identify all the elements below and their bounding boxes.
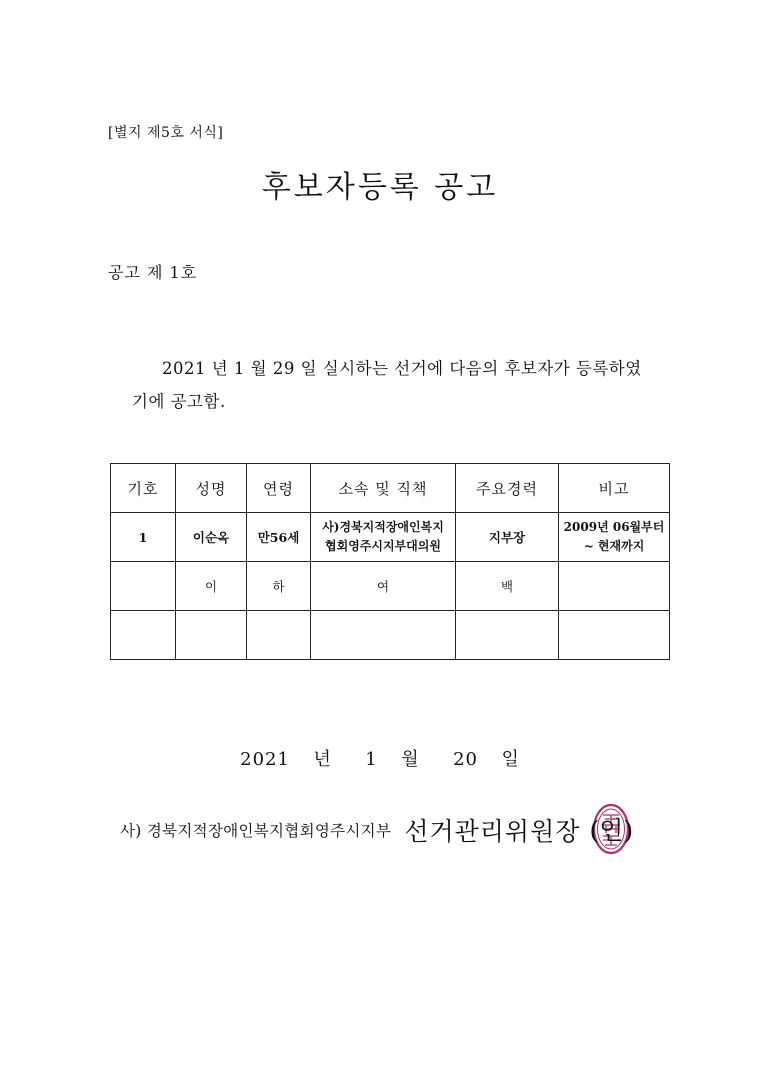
cell-empty [247,611,311,660]
signature-line [120,805,633,855]
table-header-row [111,464,670,513]
cell-note [559,513,670,562]
cell-affiliation [311,513,456,562]
cell-empty [111,611,176,660]
cell-affiliation-line-1: 사)경북지적장애인복지 [322,520,444,534]
cell-empty [311,611,456,660]
notice-body-line-1 [132,352,692,385]
cell-age: 만56세 [247,513,311,562]
header-note: 비고 [559,464,670,513]
header-number: 기호 [111,464,176,513]
cell-note-line-2: ~ 현재까지 [583,539,645,553]
notice-number: 공고 제 1호 [108,263,198,282]
header-career: 주요경력 [456,464,559,513]
table-row [111,513,670,562]
form-label: [별지 제5호 서식] [108,125,224,141]
date-month-unit: 월 [401,749,420,770]
cell-empty [559,611,670,660]
date-day: 20 [453,749,478,770]
date-month: 1 [365,749,378,770]
notice-body-line-1-text: 2021 년 1 월 29 일 실시하는 선거에 다음의 후보자가 등록하였 [162,359,642,378]
table-row-blank-notice [111,562,670,611]
notice-body-line-2 [132,385,692,418]
date-year: 2021 [240,749,290,770]
notice-body [132,352,692,418]
document-title: 후보자등록 공고 [261,170,499,205]
document-date [0,745,760,771]
cell-blank [111,562,176,611]
candidate-table [110,463,670,660]
cell-blank-baek: 백 [456,562,559,611]
cell-note-line-1: 2009년 06월부터 [563,520,665,534]
cell-empty [456,611,559,660]
cell-blank-i: 이 [176,562,247,611]
cell-blank-ha: 하 [247,562,311,611]
signature-title: 선거관리위원장 [404,817,581,846]
header-name: 성명 [176,464,247,513]
seal-mark: (인) [589,816,634,845]
notice-body-line-2-text: 기에 공고함. [132,392,226,411]
header-age: 연령 [247,464,311,513]
cell-affiliation-line-2: 협회영주시지부대의원 [325,539,441,553]
cell-empty [176,611,247,660]
date-day-unit: 일 [501,749,520,770]
cell-career: 지부장 [456,513,559,562]
cell-blank [559,562,670,611]
table-row-empty [111,611,670,660]
date-year-unit: 년 [313,749,332,770]
header-affiliation: 소속 및 직책 [311,464,456,513]
cell-blank-yeo: 여 [311,562,456,611]
cell-number: 1 [111,513,176,562]
cell-name: 이순옥 [176,513,247,562]
seal [589,805,633,855]
signature-organization: 사) 경북지적장애인복지협회영주시지부 [120,822,392,840]
